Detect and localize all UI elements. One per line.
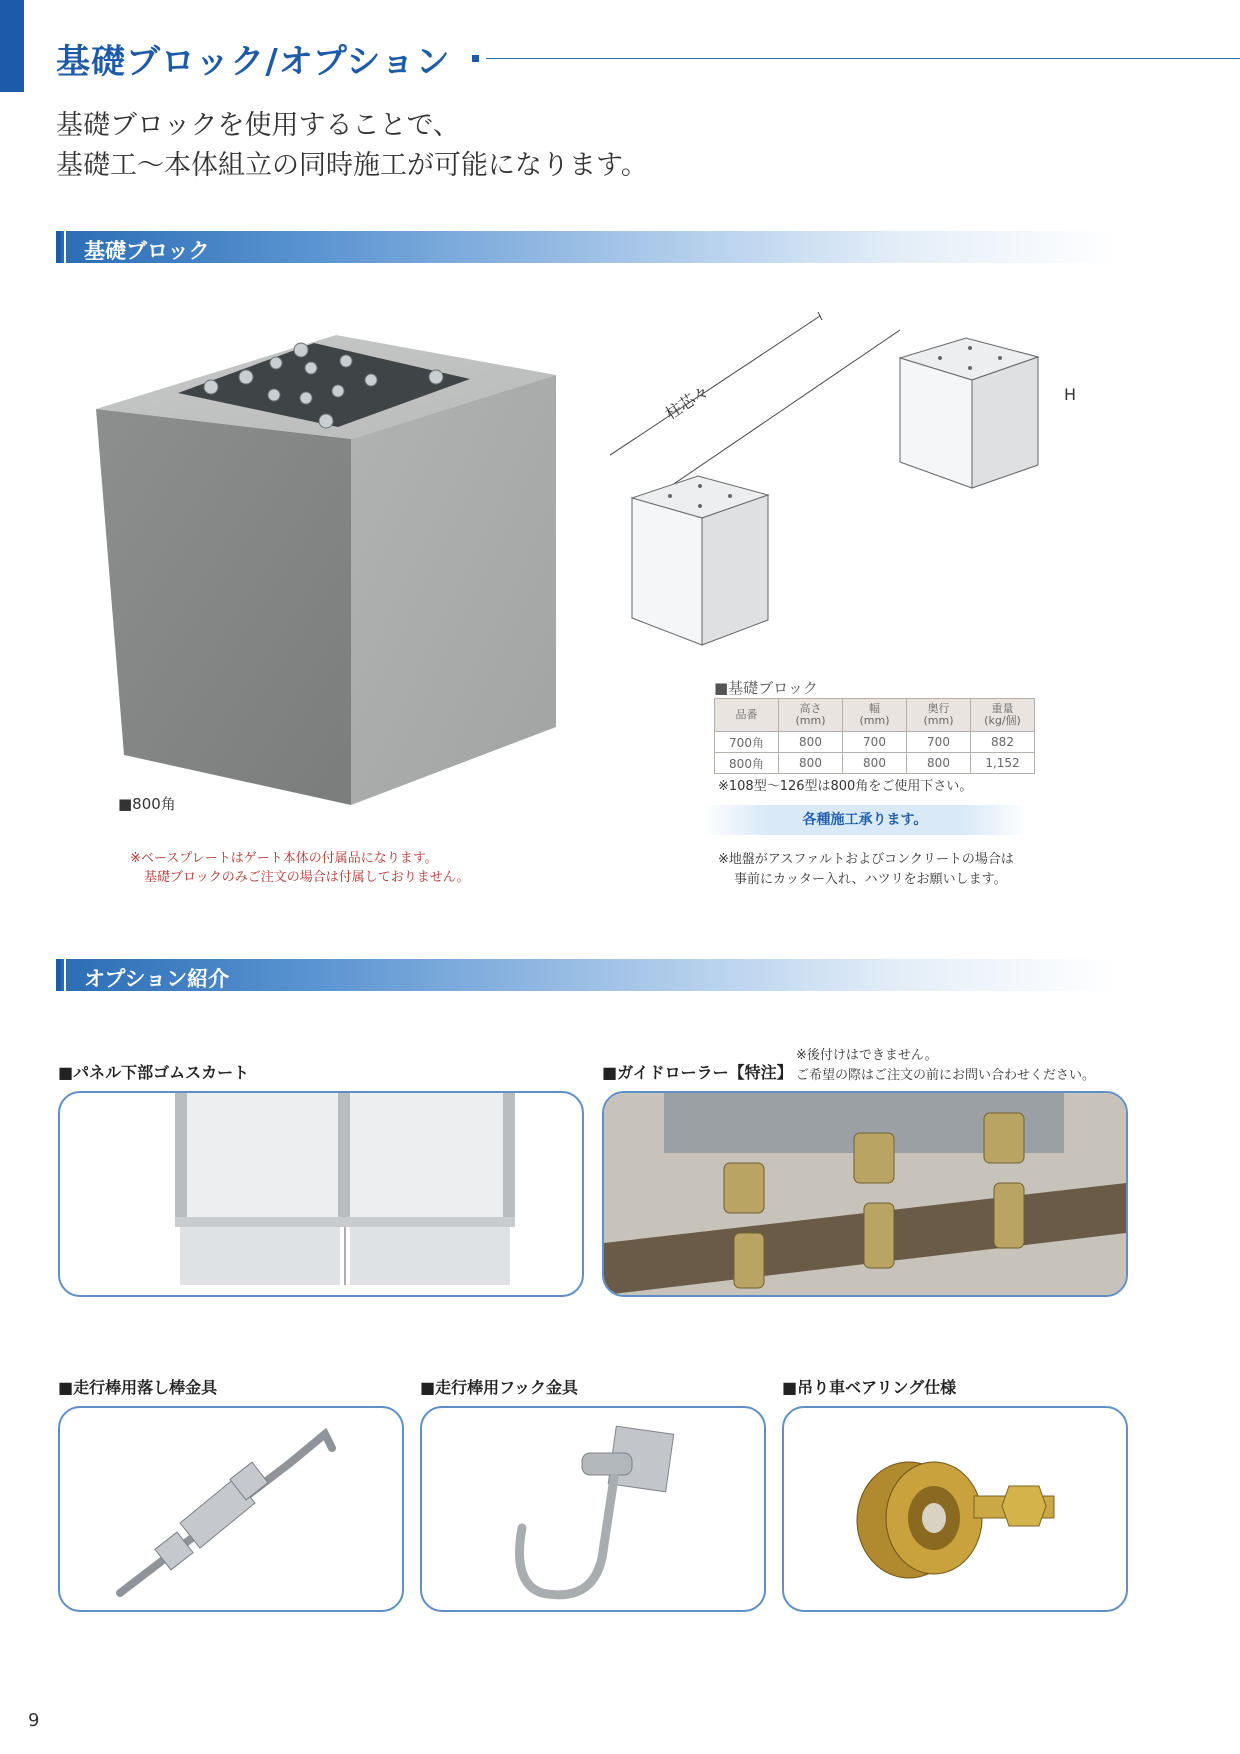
construction-ribbon-text: 各種施工承ります。 — [802, 812, 928, 828]
spec-header-cell: 品番 — [715, 699, 779, 732]
section-header-options — [56, 959, 1116, 991]
special-order-tag: 【特注】 — [728, 1063, 793, 1082]
spec-header-cell: 幅 (mm) — [843, 699, 907, 732]
option-label-guide-roller: ■ガイドローラー【特注】 — [602, 1063, 793, 1082]
construction-ribbon — [702, 805, 1028, 835]
lead-text — [56, 106, 648, 186]
drop-rod-illustration — [60, 1408, 402, 1610]
option-label-bearing-wheel: ■吊り車ベアリング仕様 — [782, 1378, 957, 1397]
page-number: 9 — [28, 1710, 40, 1731]
table-row: 800角 800 800 800 1,152 — [715, 753, 1035, 774]
option-label-hook: ■走行棒用フック金具 — [420, 1378, 578, 1397]
baseplate-note-line-1: ※ベースプレートはゲート本体の付属品になります。 — [130, 851, 438, 866]
block-spacing-diagram — [610, 300, 1170, 650]
spec-header-cell: 重量 (kg/個) — [971, 699, 1035, 732]
title-rule — [486, 58, 1240, 59]
option-label-rubber-skirt: ■パネル下部ゴムスカート — [58, 1063, 250, 1082]
page-title: 基礎ブロック/オプション — [56, 42, 451, 82]
baseplate-note-line-2: 基礎ブロックのみご注文の場合は付属しておりません。 — [144, 870, 470, 885]
spec-table — [714, 698, 1035, 774]
section-header-block — [56, 231, 1116, 263]
diagram-label-height: H — [1064, 385, 1077, 404]
roller-note-line-2: ご希望の際はご注文の前にお問い合わせください。 — [796, 1068, 1096, 1083]
option-label-drop-rod: ■走行棒用落し棒金具 — [58, 1378, 218, 1397]
option-frame-bearing-wheel — [782, 1406, 1128, 1612]
section-title-block: 基礎ブロック — [84, 239, 210, 263]
header-accent-bar — [0, 0, 24, 92]
ground-note-line-1: ※地盤がアスファルトおよびコンクリートの場合は — [718, 852, 1014, 867]
spec-header-cell: 高さ (mm) — [779, 699, 843, 732]
option-frame-hook — [420, 1406, 766, 1612]
table-row: 700角 800 700 700 882 — [715, 732, 1035, 753]
spec-header-cell: 奥行 (mm) — [907, 699, 971, 732]
table-note: ※108型～126型は800角をご使用下さい。 — [718, 779, 973, 794]
ground-note-line-2: 事前にカッター入れ、ハツリをお願いします。 — [734, 872, 1007, 887]
spec-table-title: ■基礎ブロック — [714, 679, 818, 697]
option-frame-rubber-skirt — [58, 1091, 584, 1297]
lead-line-2: 基礎工～本体組立の同時施工が可能になります。 — [56, 150, 648, 181]
diagram-label-pitch: 柱芯々 — [661, 381, 713, 424]
lead-line-1: 基礎ブロックを使用することで、 — [56, 110, 460, 141]
section-title-options: オプション紹介 — [84, 967, 230, 991]
rubber-skirt-illustration — [60, 1093, 582, 1295]
photo-caption-800: ■800角 — [118, 795, 176, 813]
title-dot — [472, 55, 479, 62]
foundation-block-photo — [96, 335, 566, 810]
bearing-wheel-illustration — [784, 1408, 1126, 1610]
roller-note-line-1: ※後付けはできません。 — [796, 1048, 938, 1063]
spec-table-header-row — [715, 699, 1035, 732]
option-frame-guide-roller — [602, 1091, 1128, 1297]
option-frame-drop-rod — [58, 1406, 404, 1612]
hook-illustration — [422, 1408, 764, 1610]
guide-roller-illustration — [604, 1093, 1126, 1295]
